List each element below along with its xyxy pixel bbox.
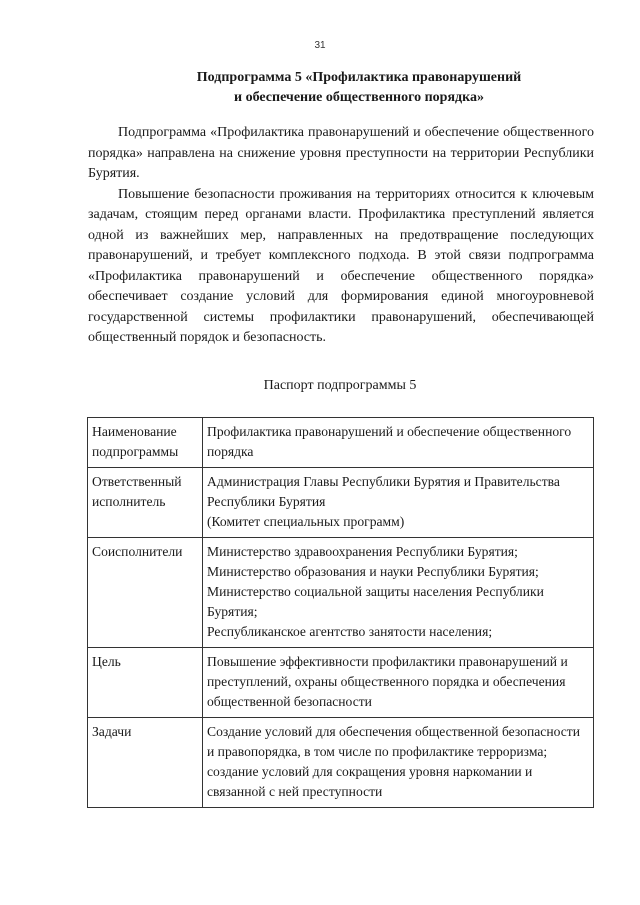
table-row xyxy=(88,538,594,648)
row-value xyxy=(203,418,594,468)
heading-line-2: и обеспечение общественного порядка» xyxy=(234,90,484,105)
table-row xyxy=(88,718,594,808)
cell-line: Создание условий для обеспечения общественной безопасности и правопорядка, в том числе по профилактике терроризма; xyxy=(207,724,580,759)
cell-line: Министерство образования и науки Республики Бурятия; xyxy=(207,564,539,579)
cell-line: Республиканское агентство занятости населения; xyxy=(207,624,493,639)
cell-line: Министерство социальной защиты населения Республики Бурятия; xyxy=(207,584,544,619)
paragraph: Подпрограмма «Профилактика правонарушений и обеспечение общественного порядка» направлена на снижение уровня преступности на территории Республики Бурятия. xyxy=(88,125,594,181)
row-value xyxy=(203,718,594,808)
row-label: Соисполнители xyxy=(88,538,203,648)
cell-line: Профилактика правонарушений и обеспечение общественного порядка xyxy=(207,424,572,459)
row-value xyxy=(203,538,594,648)
section-heading xyxy=(60,68,640,108)
page-number: 31 xyxy=(314,40,326,51)
body-text xyxy=(88,123,594,349)
heading-line-1: Подпрограмма 5 «Профилактика правонарушений xyxy=(196,70,522,85)
paragraph: Повышение безопасности проживания на территориях относится к ключевым задачам, стоящим перед органами власти. Профилактика преступлений является одной из важнейших мер, направленных на предотвращение последующих правонарушений, и требует комплексного подхода. В этой связи подпрограмма «Профилактика правонарушений и обеспечение общественного порядка» обеспечивает создание условий для формирования единой многоуровневой государственной системы профилактики правонарушений, обеспечивающей общественный порядок и безопасность. xyxy=(88,186,594,345)
row-label: Ответственный исполнитель xyxy=(88,468,203,538)
cell-line: Администрация Главы Республики Бурятия и Правительства Республики Бурятия xyxy=(207,474,560,509)
passport-title: Паспорт подпрограммы 5 xyxy=(263,378,417,393)
row-value xyxy=(203,468,594,538)
cell-line: создание условий для сокращения уровня наркомании и связанной с ней преступности xyxy=(207,764,533,799)
row-label: Задачи xyxy=(88,718,203,808)
table-row xyxy=(88,418,594,468)
table-row xyxy=(88,648,594,718)
cell-line: Повышение эффективности профилактики правонарушений и преступлений, охраны общественного порядка и обеспечения общественной безопасности xyxy=(207,654,568,709)
row-value xyxy=(203,648,594,718)
table-row xyxy=(88,468,594,538)
cell-line: Министерство здравоохранения Республики Бурятия; xyxy=(207,544,518,559)
cell-line: (Комитет специальных программ) xyxy=(207,514,405,529)
row-label: Цель xyxy=(88,648,203,718)
passport-table xyxy=(87,417,594,808)
row-label: Наименование подпрограммы xyxy=(88,418,203,468)
